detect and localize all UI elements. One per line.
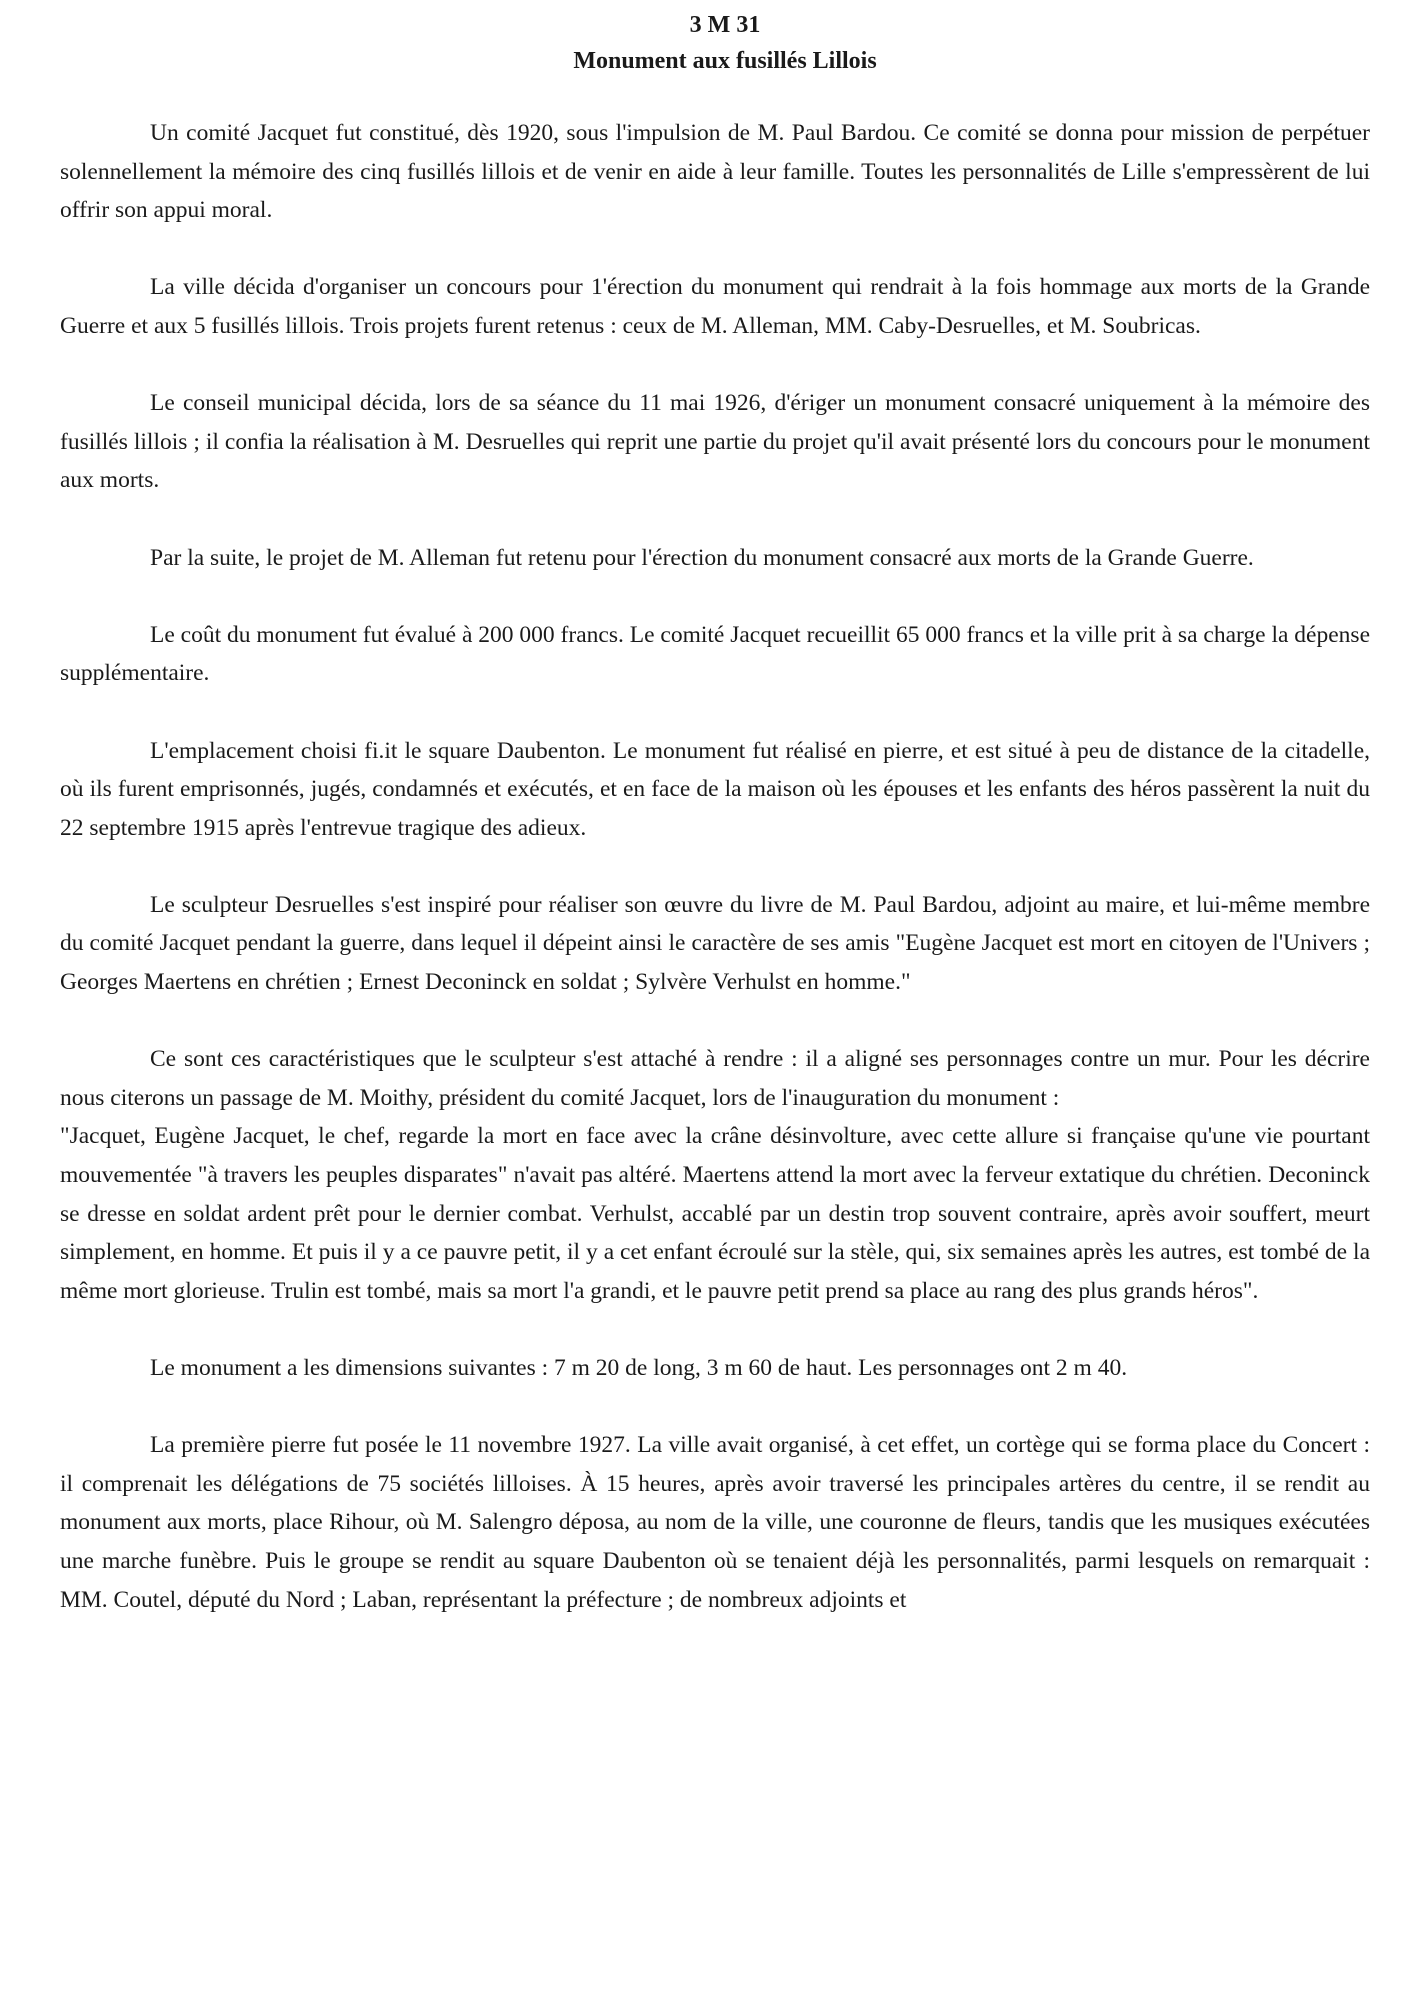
document-title: Monument aux fusillés Lillois <box>573 48 877 74</box>
paragraph-conseil-municipal: Le conseil municipal décida, lors de sa séance du 11 mai 1926, d'ériger un monument consacré uniquement à la mémoire des fusillés lillois ; il confia la réalisation à M. Desruelles qui reprit une partie du projet qu'il avait présenté lors du concours pour le monument aux morts. <box>60 390 1370 494</box>
paragraph-comite-jacquet: Un comité Jacquet fut constitué, dès 1920, sous l'impulsion de M. Paul Bardou. Ce comité se donna pour mission de perpétuer solennellement la mémoire des cinq fusillés lillois et de venir en aide à leur famille. Toutes les personnalités de Lille s'empressèrent de lui offrir son appui moral. <box>60 120 1370 224</box>
paragraph-caracteristiques: Ce sont ces caractéristiques que le sculpteur s'est attaché à rendre : il a aligné ses personnages contre un mur. Pour les décrire nous citerons un passage de M. Moithy, président du comité Jacquet, lors de l'inauguration du monument : <box>60 1046 1370 1111</box>
spacer <box>60 78 1370 114</box>
paragraph-projet-alleman: Par la suite, le projet de M. Alleman fut retenu pour l'érection du monument consacré aux morts de la Grande Guerre. <box>150 544 1254 571</box>
paragraph-sculpteur: Le sculpteur Desruelles s'est inspiré pour réaliser son œuvre du livre de M. Paul Bardou, adjoint au maire, et lui-même membre du comité Jacquet pendant la guerre, dans lequel il dépeint ainsi le caractère de ses amis "Eugène Jacquet est mort en citoyen de l'Univers ; Georges Maertens en chrétien ; Ernest Deconinck en soldat ; Sylvère Verhulst en homme." <box>60 891 1370 996</box>
paragraph-citation: "Jacquet, Eugène Jacquet, le chef, regarde la mort en face avec la crâne désinvolture, avec cette allure si française qu'une vie pourtant mouvementée "à travers les peuples disparates" n'avait pas altéré. Maertens attend la mort avec la ferveur extatique du chrétien. Deconinck se dresse en soldat ardent prêt pour le dernier combat. Verhulst, accablé par un destin trop souvent contraire, après avoir souffert, meurt simplement, en homme. Et puis il y a ce pauvre petit, il y a cet enfant écroulé sur la stèle, qui, six semaines après les autres, est tombé de la même mort glorieuse. Trulin est tombé, mais sa mort l'a grandi, et le pauvre petit prend sa place au rang des plus grands héros". <box>60 1123 1370 1304</box>
paragraph-emplacement: L'emplacement choisi fi.it le square Daubenton. Le monument fut réalisé en pierre, et est situé à peu de distance de la citadelle, où ils furent emprisonnés, jugés, condamnés et exécutés, et en face de la maison où les épouses et les enfants des héros passèrent la nuit du 22 septembre 1915 après l'entrevue tragique des adieux. <box>60 737 1370 841</box>
paragraph-cout: Le coût du monument fut évalué à 200 000 francs. Le comité Jacquet recueillit 65 000 francs et la ville prit à sa charge la dépense supplémentaire. <box>60 621 1370 687</box>
paragraph-dimensions: Le monument a les dimensions suivantes : 7 m 20 de long, 3 m 60 de haut. Les personnages ont 2 m 40. <box>150 1355 1128 1381</box>
paragraph-premiere-pierre: La première pierre fut posée le 11 novembre 1927. La ville avait organisé, à cet effet, un cortège qui se forma place du Concert : il comprenait les délégations de 75 sociétés lilloises. À 15 heures, après avoir traversé les principales artères du centre, il se rendit au monument aux morts, place Rihour, où M. Salengro déposa, au nom de la ville, une couronne de fleurs, tandis que les musiques exécutées une marche funèbre. Puis le groupe se rendit au square Daubenton où se tenaient déjà les personnalités, parmi lesquels on remarquait : MM. Coutel, député du Nord ; Laban, représentant la préfecture ; de nombreux adjoints et <box>60 1432 1370 1613</box>
paragraph-concours: La ville décida d'organiser un concours pour 1'érection du monument qui rendrait à la fois hommage aux morts de la Grande Guerre et aux 5 fusillés lillois. Trois projets furent retenus : ceux de M. Alleman, MM. Caby-Desruelles, et M. Soubricas. <box>60 274 1370 339</box>
reference-code: 3 M 31 <box>689 12 761 38</box>
document-page <box>60 0 1370 1619</box>
